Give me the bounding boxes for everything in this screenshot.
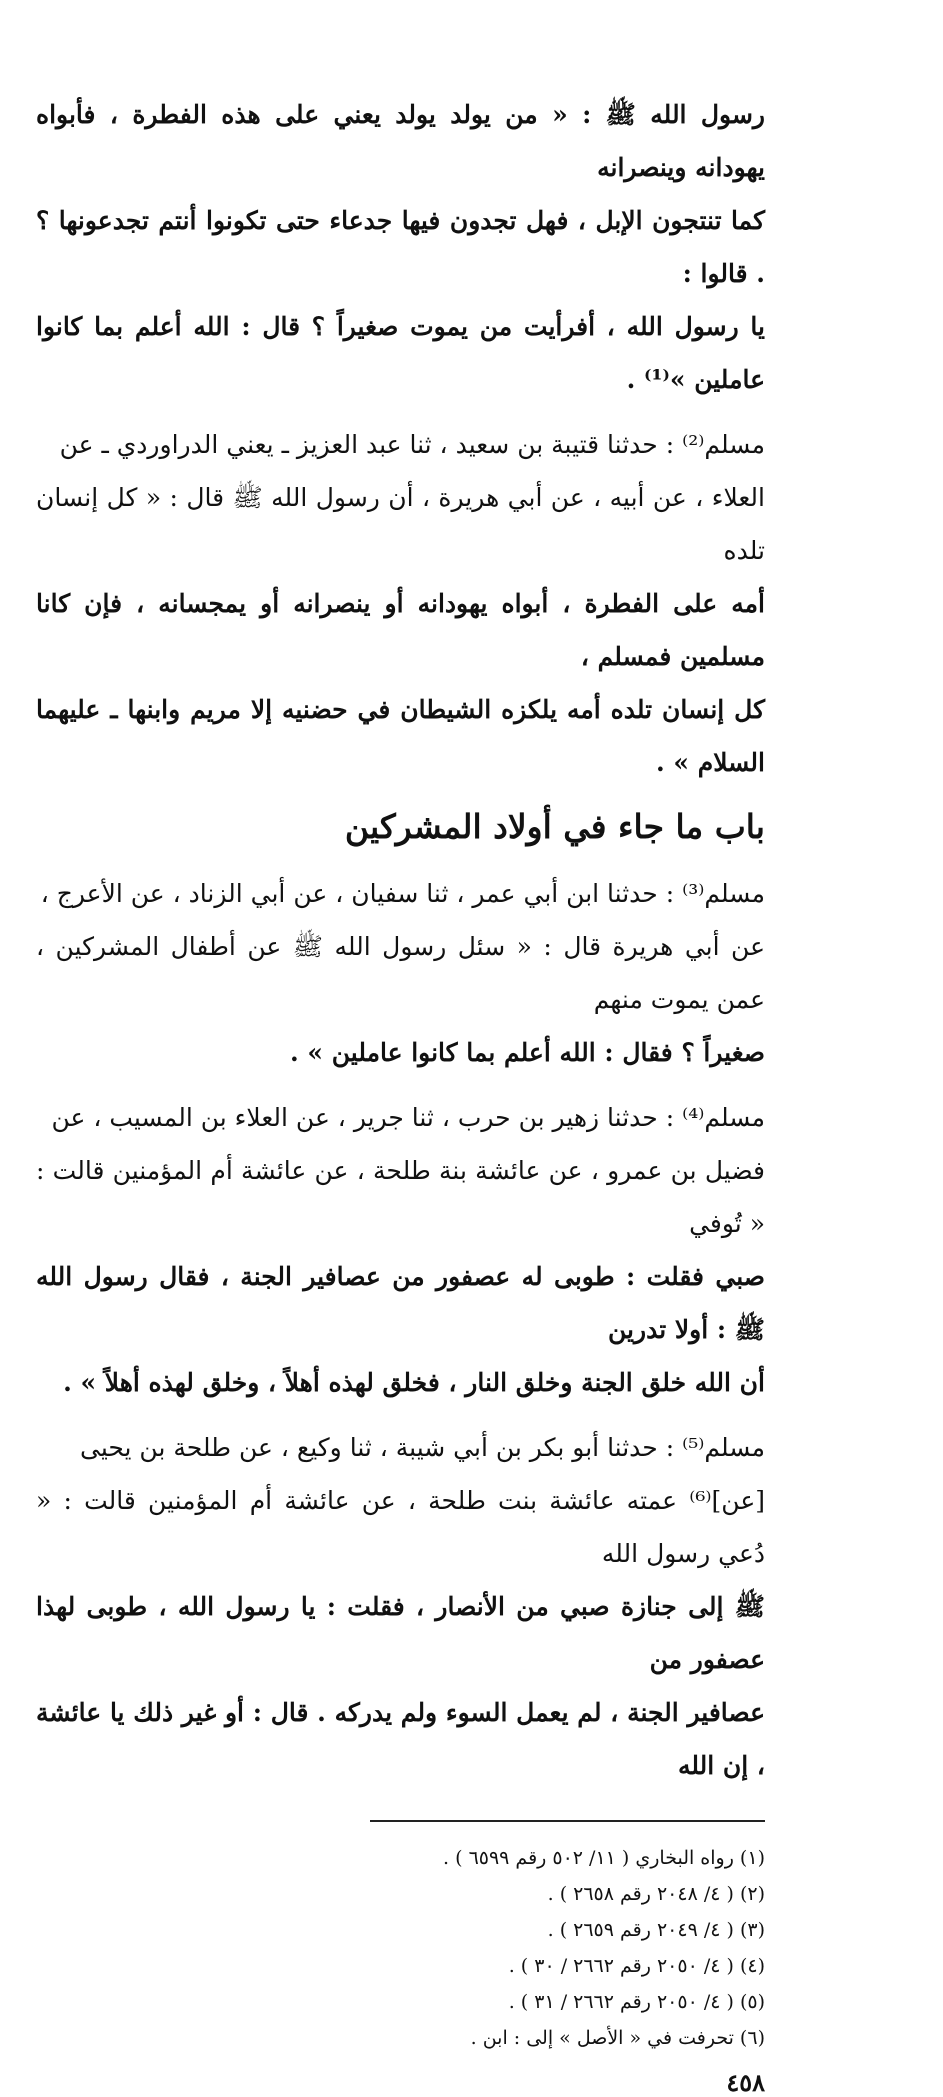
paragraph-hadith-2	[36, 418, 765, 789]
paragraph-hadith-4	[36, 1091, 765, 1409]
main-text	[36, 88, 765, 2097]
text-line: مسلم⁽³⁾ : حدثنا ابن أبي عمر ، ثنا سفيان ، عن أبي الزناد ، عن الأعرج ،	[40, 879, 765, 908]
text-line: رسول الله ﷺ : « من يولد يولد يعني على هذه الفطرة ، فأبواه يهودانه وينصرانه	[36, 100, 765, 182]
text-line: أن الله خلق الجنة وخلق النار ، فخلق لهذه أهلاً ، وخلق لهذه أهلاً » .	[63, 1368, 765, 1397]
text-line: صغيراً ؟ فقال : الله أعلم بما كانوا عاملين » .	[290, 1038, 765, 1067]
text-line: ﷺ إلى جنازة صبي من الأنصار ، فقلت : يا رسول الله ، طوبى لهذا عصفور من	[36, 1592, 765, 1674]
footnote: (٥) ( ٤/ ٢٠٥٠ رقم ٢٦٦٢ / ٣١ ) .	[508, 1991, 765, 2013]
paragraph-hadith-5	[36, 1421, 765, 1792]
text-line: كما تنتجون الإبل ، فهل تجدون فيها جدعاء حتى تكونوا أنتم تجدعونها ؟ . قالوا :	[36, 206, 765, 288]
text-line: فضيل بن عمرو ، عن عائشة بنة طلحة ، عن عائشة أم المؤمنين قالت : « تُوفي	[36, 1156, 765, 1238]
footnote: (٤) ( ٤/ ٢٠٥٠ رقم ٢٦٦٢ / ٣٠ ) .	[508, 1955, 765, 1977]
text-line: مسلم⁽⁴⁾ : حدثنا زهير بن حرب ، ثنا جرير ، عن العلاء بن المسيب ، عن	[51, 1103, 765, 1132]
text-line: كل إنسان تلده أمه يلكزه الشيطان في حضنيه إلا مريم وابنها ـ عليهما السلام » .	[36, 695, 765, 777]
text-line: صبي فقلت : طوبى له عصفور من عصافير الجنة ، فقال رسول الله ﷺ : أولا تدرين	[36, 1262, 765, 1344]
text-line: عن أبي هريرة قال : « سئل رسول الله ﷺ عن أطفال المشركين ، عمن يموت منهم	[36, 932, 765, 1014]
footnote: (٦) تحرفت في « الأصل » إلى : ابن .	[470, 2027, 765, 2049]
text-line: مسلم⁽⁵⁾ : حدثنا أبو بكر بن أبي شيبة ، ثنا وكيع ، عن طلحة بن يحيى	[80, 1433, 765, 1462]
text-line: أمه على الفطرة ، أبواه يهودانه أو ينصرانه أو يمجسانه ، فإن كانا مسلمين فمسلم ،	[36, 589, 765, 671]
footnotes	[36, 1840, 765, 2056]
section-heading: باب ما جاء في أولاد المشركين	[344, 807, 765, 846]
footnote-divider	[370, 1820, 765, 1822]
page-number: ٤٥٨	[726, 2068, 765, 2097]
footnote: (٣) ( ٤/ ٢٠٤٩ رقم ٢٦٥٩ ) .	[547, 1919, 765, 1941]
text-line: يا رسول الله ، أفرأيت من يموت صغيراً ؟ قال : الله أعلم بما كانوا عاملين »⁽¹⁾ .	[36, 312, 765, 394]
footnote: (١) رواه البخاري ( ١١/ ٥٠٢ رقم ٦٥٩٩ ) .	[443, 1847, 765, 1869]
text-line: مسلم⁽²⁾ : حدثنا قتيبة بن سعيد ، ثنا عبد العزيز ـ يعني الدراوردي ـ عن	[59, 430, 765, 459]
paragraph-hadith-1	[36, 88, 765, 406]
text-line: [عن]⁽⁶⁾ عمته عائشة بنت طلحة ، عن عائشة أم المؤمنين قالت : « دُعي رسول الله	[36, 1486, 765, 1568]
text-line: العلاء ، عن أبيه ، عن أبي هريرة ، أن رسول الله ﷺ قال : « كل إنسان تلده	[36, 483, 765, 565]
paragraph-hadith-3	[36, 867, 765, 1079]
text-line: عصافير الجنة ، لم يعمل السوء ولم يدركه . قال : أو غير ذلك يا عائشة ، إن الله	[36, 1698, 765, 1780]
footnote: (٢) ( ٤/ ٢٠٤٨ رقم ٢٦٥٨ ) .	[547, 1883, 765, 1905]
